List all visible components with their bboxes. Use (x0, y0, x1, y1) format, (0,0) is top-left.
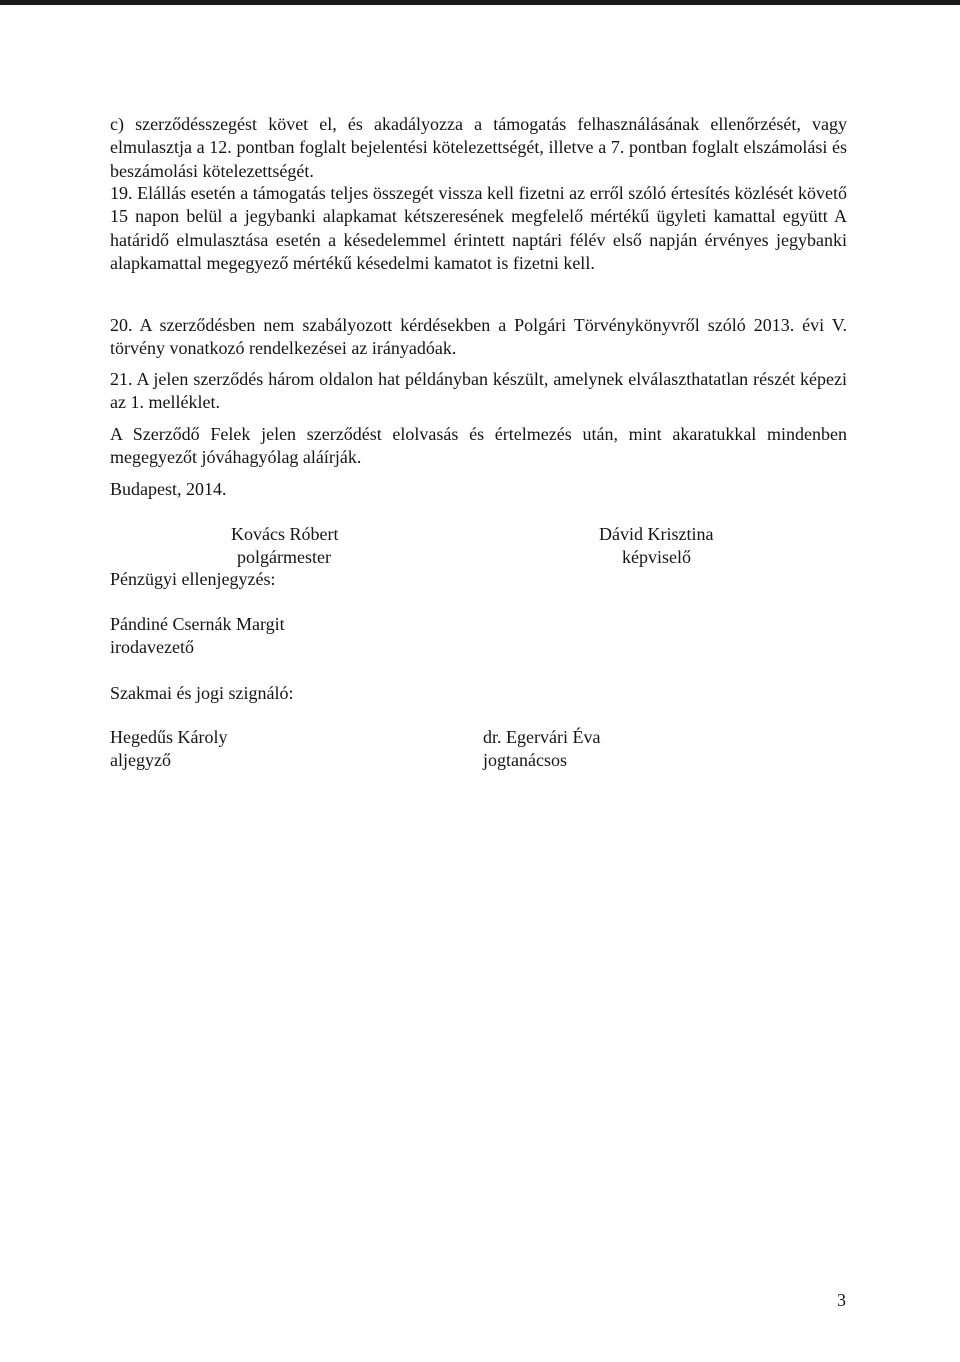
paragraph-19: 19. Elállás esetén a támogatás teljes összegét vissza kell fizetni az erről szóló értesítés közlését követő 15 napon belül a jegybanki alapkamat kétszeresének megfelelő mértékű ügyleti kamattal együtt A határidő elmulasztása esetén a késedelemmel érintett naptári félév első napján érvényes jegybanki alapkamattal megegyező mértékű késedelmi kamatot is fizetni kell. (110, 183, 847, 274)
financial-countersign-label: Pénzügyi ellenjegyzés: (110, 569, 276, 589)
paragraph-21: 21. A jelen szerződés három oldalon hat példányban készült, amelynek elválaszthatatlan részét képezi az 1. melléklet. (110, 369, 847, 413)
signatory-right-role: képviselő (622, 547, 691, 567)
financial-countersign-role: irodavezető (110, 637, 194, 657)
paragraph-c: c) szerződésszegést követ el, és akadályozza a támogatás felhasználásának ellenőrzését, vagy elmulasztja a 12. pontban foglalt bejelentési kötelezettségét, illetve a 7. pontban foglalt elszámolási és beszámolási kötelezettségét. (110, 114, 847, 181)
paragraph-closing: A Szerződő Felek jelen szerződést elolvasás és értelmezés után, mint akaratukkal mindenben megegyezőt jóváhagyólag aláírják. (110, 424, 847, 468)
paragraph-20: 20. A szerződésben nem szabályozott kérdésekben a Polgári Törvénykönyvről szóló 2013. évi V. törvény vonatkozó rendelkezései az irányadóak. (110, 315, 847, 359)
legal-review-left-name: Hegedűs Károly (110, 727, 228, 747)
place-and-date: Budapest, 2014. (110, 479, 227, 499)
financial-countersign-name: Pándiné Csernák Margit (110, 614, 285, 634)
signatory-left-name: Kovács Róbert (231, 524, 339, 544)
legal-review-left-role: aljegyző (110, 750, 171, 770)
page-number: 3 (837, 1290, 846, 1310)
legal-review-right-role: jogtanácsos (483, 750, 567, 770)
signatory-right-name: Dávid Krisztina (599, 524, 714, 544)
signatory-left-role: polgármester (237, 547, 331, 567)
top-border-rule (0, 0, 960, 5)
legal-review-right-name: dr. Egervári Éva (483, 727, 601, 747)
legal-review-label: Szakmai és jogi szignáló: (110, 683, 294, 703)
